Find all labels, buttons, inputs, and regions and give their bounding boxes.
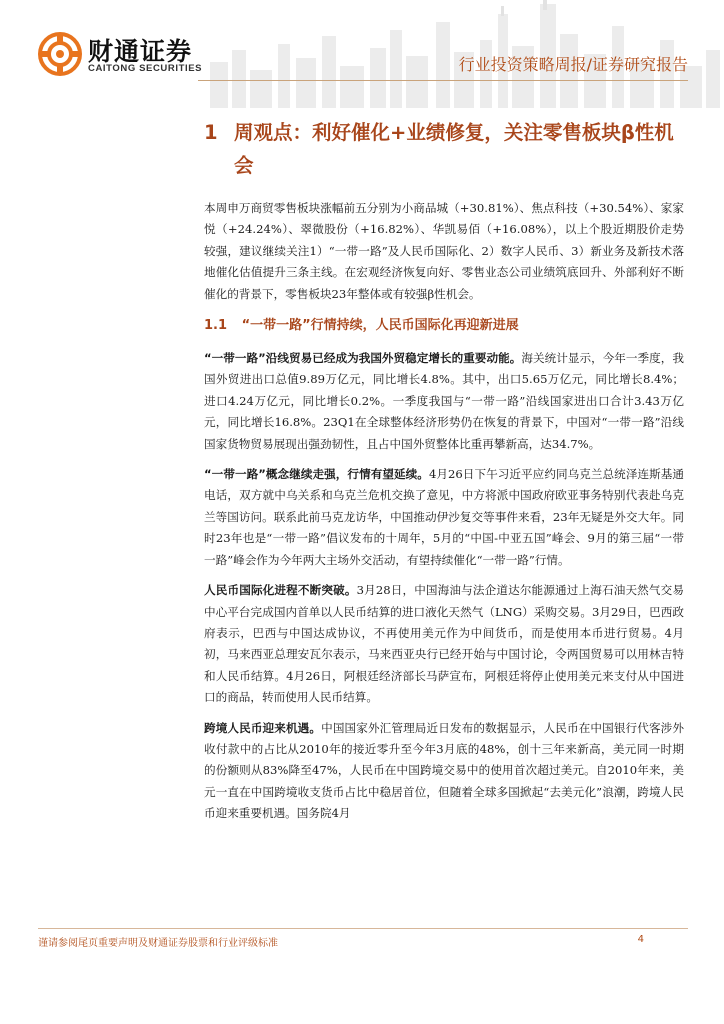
paragraph-body: 4月26日下午习近平应约同乌克兰总统泽连斯基通电话，双方就中乌关系和乌克兰危机交换了意见，中方将派中国政府欧亚事务特别代表赴乌克兰等国访问。联系此前马克龙访华，中国推动伊沙复交等事件来看，23年无疑是外交大年。同时23年也是“一带一路”倡议发布的十周年，5月的“中国-中亚五国”峰会、9月的第三届“一带一路”峰会作为今年两大主场外交活动，有望持续催化“一带一路”行情。 [204,467,684,567]
paragraph-lead: 人民币国际化进程不断突破。 [204,583,357,598]
section-title-text: 周观点：利好催化+业绩修复，关注零售板块β性机会 [234,121,674,177]
subsection-title-text: “一带一路”行情持续，人民币国际化再迎新进展 [241,318,519,334]
footer-divider [38,928,688,929]
logo-english-name: CAITONG SECURITIES [88,63,203,74]
paragraph-body: 3月28日，中国海油与法企道达尔能源通过上海石油天然气交易中心平台完成国内首单以人民币结算的进口液化天然气（LNG）采购交易。3月29日，巴西政府表示，巴西与中国达成协议，不再使用美元作为中间货币，而是使用本币进行贸易。4月初，马来西亚总理安瓦尔表示，马来西亚央行已经开始与中国讨论，令两国贸易可以用林吉特和人民币结算。4月26日，阿根廷经济部长马萨宣布，阿根廷将停止使用美元来支付从中国进口的商品，转而使用人民币结算。 [204,583,684,705]
paragraph-lead: “一带一路”沿线贸易已经成为我国外贸稳定增长的重要动能。 [204,351,522,366]
section-number: 1 [204,121,218,144]
subsection-heading [204,314,684,338]
paragraph-body: 海关统计显示，今年一季度，我国外贸进出口总值9.89万亿元，同比增长4.8%。其中，出口5.65万亿元，同比增长8.4%；进口4.24万亿元，同比增长0.2%。一季度我国与“一带一路”沿线国家进出口合计3.43万亿元，同比增长16.8%。23Q1在全球整体经济形势仍在恢复的背景下，中国对“一带一路”沿线国家货物贸易展现出强劲韧性，且占中国外贸整体比重再攀新高，达34.7%。 [204,351,684,451]
caitong-logo-icon [38,32,82,76]
main-content [204,112,684,834]
paragraph-cross-border-rmb [204,718,684,825]
paragraph-lead: “一带一路”概念继续走强，行情有望延续。 [204,467,429,482]
intro-paragraph: 本周申万商贸零售板块涨幅前五分别为小商品城（+30.81%）、焦点科技（+30.54%）、家家悦（+24.24%）、翠微股份（+16.82%）、华凯易佰（+16.08%），以上个股近期股价走势较强，建议继续关注1）“一带一路”及人民币国际化、2）数字人民币、3）新业务及新技术落地催化估值提升三条主线。在宏观经济恢复向好、零售业态公司业绩筑底回升、外部利好不断催化的背景下，零售板块23年整体或有较强β性机会。 [204,201,684,301]
footer-disclaimer: 谨请参阅尾页重要声明及财通证券股票和行业评级标准 [38,938,278,949]
report-type-label: 行业投资策略周报/证券研究报告 [458,55,688,74]
section-heading [204,116,684,182]
page-number: 4 [637,934,644,945]
page-header [0,0,724,112]
paragraph-body: 中国国家外汇管理局近日发布的数据显示，人民币在中国银行代客涉外收付款中的占比从2010年的接近零升至今年3月底的48%，创十三年来新高，美元同一时期的份额则从83%降至47%，人民币在中国跨境交易中的使用首次超过美元。自2010年来，美元一直在中国跨境收支货币占比中稳居首位，但随着全球多国掀起“去美元化”浪潮，跨境人民币迎来重要机遇。国务院4月 [204,720,684,821]
subsection-number: 1.1 [204,318,228,334]
header-divider [198,80,688,81]
paragraph-belt-road-concept [204,464,684,571]
paragraph-rmb-internationalization [204,580,684,708]
paragraph-lead: 跨境人民币迎来机遇。 [204,720,322,735]
logo-chinese-name: 财通证券 [88,37,193,66]
company-logo [38,30,238,76]
paragraph-belt-road-trade [204,348,684,455]
